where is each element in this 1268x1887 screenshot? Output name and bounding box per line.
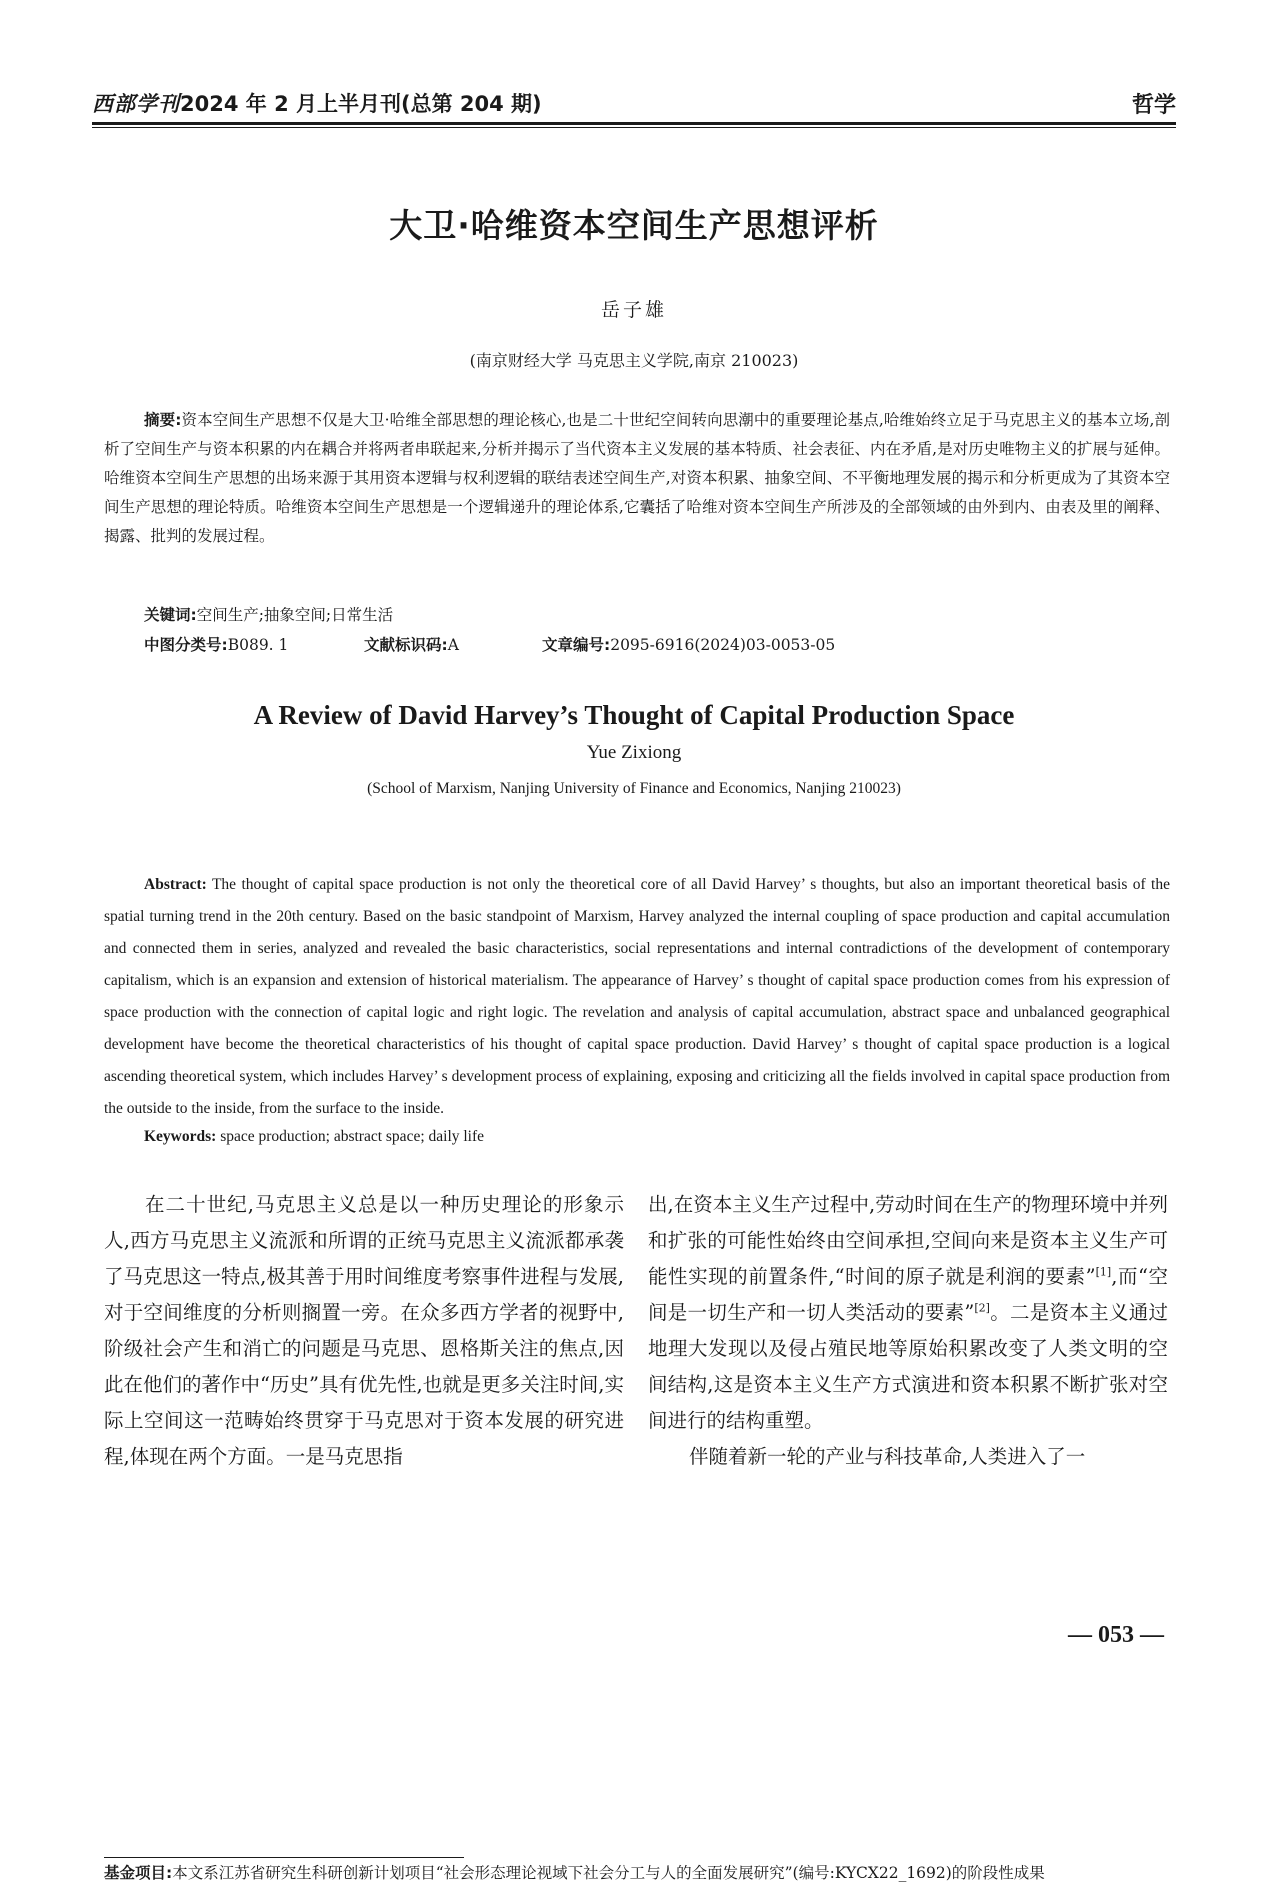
article-number <box>542 633 835 655</box>
section-name: 哲学 <box>1131 93 1176 118</box>
body-paragraph-continued <box>648 1187 1168 1439</box>
footnote-rule <box>104 1857 464 1858</box>
funding-footnote <box>104 1860 1170 1887</box>
body-paragraph: 伴随着新一轮的产业与科技革命,人类进入了一 <box>689 1445 1086 1468</box>
clc-label: 中图分类号: <box>144 636 228 654</box>
citation-ref-2: [2] <box>974 1301 990 1315</box>
journal-name: 西部学刊 <box>92 91 180 116</box>
abstract-chinese <box>104 406 1170 551</box>
journal-issue-line <box>92 88 542 118</box>
funding-label: 基金项目: <box>104 1864 173 1882</box>
citation-ref-1: [1] <box>1095 1265 1112 1279</box>
affiliation-chinese: (南京财经大学 马克思主义学院,南京 210023) <box>469 351 799 370</box>
body-column-right <box>648 1187 1168 1475</box>
author-chinese: 岳子雄 <box>600 299 667 321</box>
title-chinese: 大卫·哈维资本空间生产思想评析 <box>389 206 879 245</box>
abstract-english-text: The thought of capital space production is not only the theoretical core of all David Harvey’ s thoughts, but also an important theoretical basis of the spatial turning trend in the 20th century. Based on the basic standpoint of Marxism, Harvey analyzed the internal coupling of space production and capital accumulation and connected them in series, analyzed and revealed the basic characteristics, social representations and internal contradictions of the development of contemporary capitalism, which is an expansion and extension of historical materialism. The appearance of Harvey’ s thought of capital space production comes from his expression of space production with the connection of capital logic and right logic. The revelation and analysis of capital accumulation, abstract space and unbalanced geographical development have become the theoretical characteristics of his thought of capital space production. David Harvey’ s thought of capital space production is a logical ascending theoretical system, which includes Harvey’ s development process of explaining, exposing and criticizing all the fields involved in capital space production from the outside to the inside, from the surface to the inside. <box>104 876 1170 1117</box>
keywords-english-label: Keywords: <box>144 1128 217 1145</box>
funding-text: 本文系江苏省研究生科研创新计划项目“社会形态理论视域下社会分工与人的全面发展研究”(编号:KYCX22_1692)的阶段性成果 <box>172 1864 1045 1882</box>
body-text: ,而“空间是一切生产和一切人类活动的要素” <box>648 1265 1169 1324</box>
keywords-chinese-text: 空间生产;抽象空间;日常生活 <box>196 606 394 624</box>
body-text: 出,在资本主义生产过程中,劳动时间在生产的物理环境中并列和扩张的可能性始终由空间承担,空间向来是资本主义生产可能性实现的前置条件,“时间的原子就是利润的要素” <box>648 1193 1168 1288</box>
body-column-left <box>104 1187 624 1475</box>
document-code-label: 文献标识码: <box>364 636 448 654</box>
article-number-value: 2095-6916(2024)03-0053-05 <box>610 636 836 654</box>
abstract-chinese-label: 摘要: <box>144 411 182 429</box>
issue-info: 2024 年 2 月上半月刊(总第 204 期) <box>180 92 542 116</box>
clc-number <box>144 633 288 655</box>
header-rule-thin <box>92 127 1176 128</box>
document-code <box>364 633 459 655</box>
body-text: 。二是资本主义通过地理大发现以及侵占殖民地等原始积累改变了人类文明的空间结构,这是资本主义生产方式演进和资本积累不断扩张对空间进行的结构重塑。 <box>648 1301 1168 1432</box>
abstract-chinese-text: 资本空间生产思想不仅是大卫·哈维全部思想的理论核心,也是二十世纪空间转向思潮中的重要理论基点,哈维始终立足于马克思主义的基本立场,剖析了空间生产与资本积累的内在耦合并将两者串联起来,分析并揭示了当代资本主义发展的基本特质、社会表征、内在矛盾,是对历史唯物主义的扩展与延伸。哈维资本空间生产思想的出场来源于其用资本逻辑与权利逻辑的联结表述空间生产,对资本积累、抽象空间、不平衡地理发展的揭示和分析更成为了其资本空间生产思想的理论特质。哈维资本空间生产思想是一个逻辑递升的理论体系,它囊括了哈维对资本空间生产所涉及的全部领域的由外到内、由表及里的阐释、揭露、批判的发展过程。 <box>104 411 1170 545</box>
abstract-english-label: Abstract: <box>144 876 207 893</box>
article-number-label: 文章编号: <box>542 636 611 654</box>
keywords-english-text: space production; abstract space; daily life <box>220 1128 485 1145</box>
title-english: A Review of David Harvey’s Thought of Capital Production Space <box>253 700 1015 730</box>
keywords-chinese <box>144 603 393 625</box>
running-header <box>92 82 1176 122</box>
body-paragraph: 在二十世纪,马克思主义总是以一种历史理论的形象示人,西方马克思主义流派和所谓的正统马克思主义流派都承袭了马克思这一特点,极其善于用时间维度考察事件进程与发展,对于空间维度的分析则搁置一旁。在众多西方学者的视野中,阶级社会产生和消亡的问题是马克思、恩格斯关注的焦点,因此在他们的著作中“历史”具有优先性,也就是更多关注时间,实际上空间这一范畴始终贯穿于马克思对于资本发展的研究进程,体现在两个方面。一是马克思指 <box>104 1193 624 1468</box>
abstract-english <box>104 869 1170 1125</box>
author-english: Yue Zixiong <box>586 742 682 763</box>
keywords-chinese-label: 关键词: <box>144 606 197 624</box>
page-number: — 053 — <box>1068 1622 1164 1648</box>
document-code-value: A <box>447 636 459 654</box>
header-rule-thick <box>92 122 1176 125</box>
affiliation-english: (School of Marxism, Nanjing University of Finance and Economics, Nanjing 210023) <box>367 780 901 797</box>
clc-value: B089. 1 <box>227 636 289 654</box>
keywords-english <box>144 1128 484 1146</box>
